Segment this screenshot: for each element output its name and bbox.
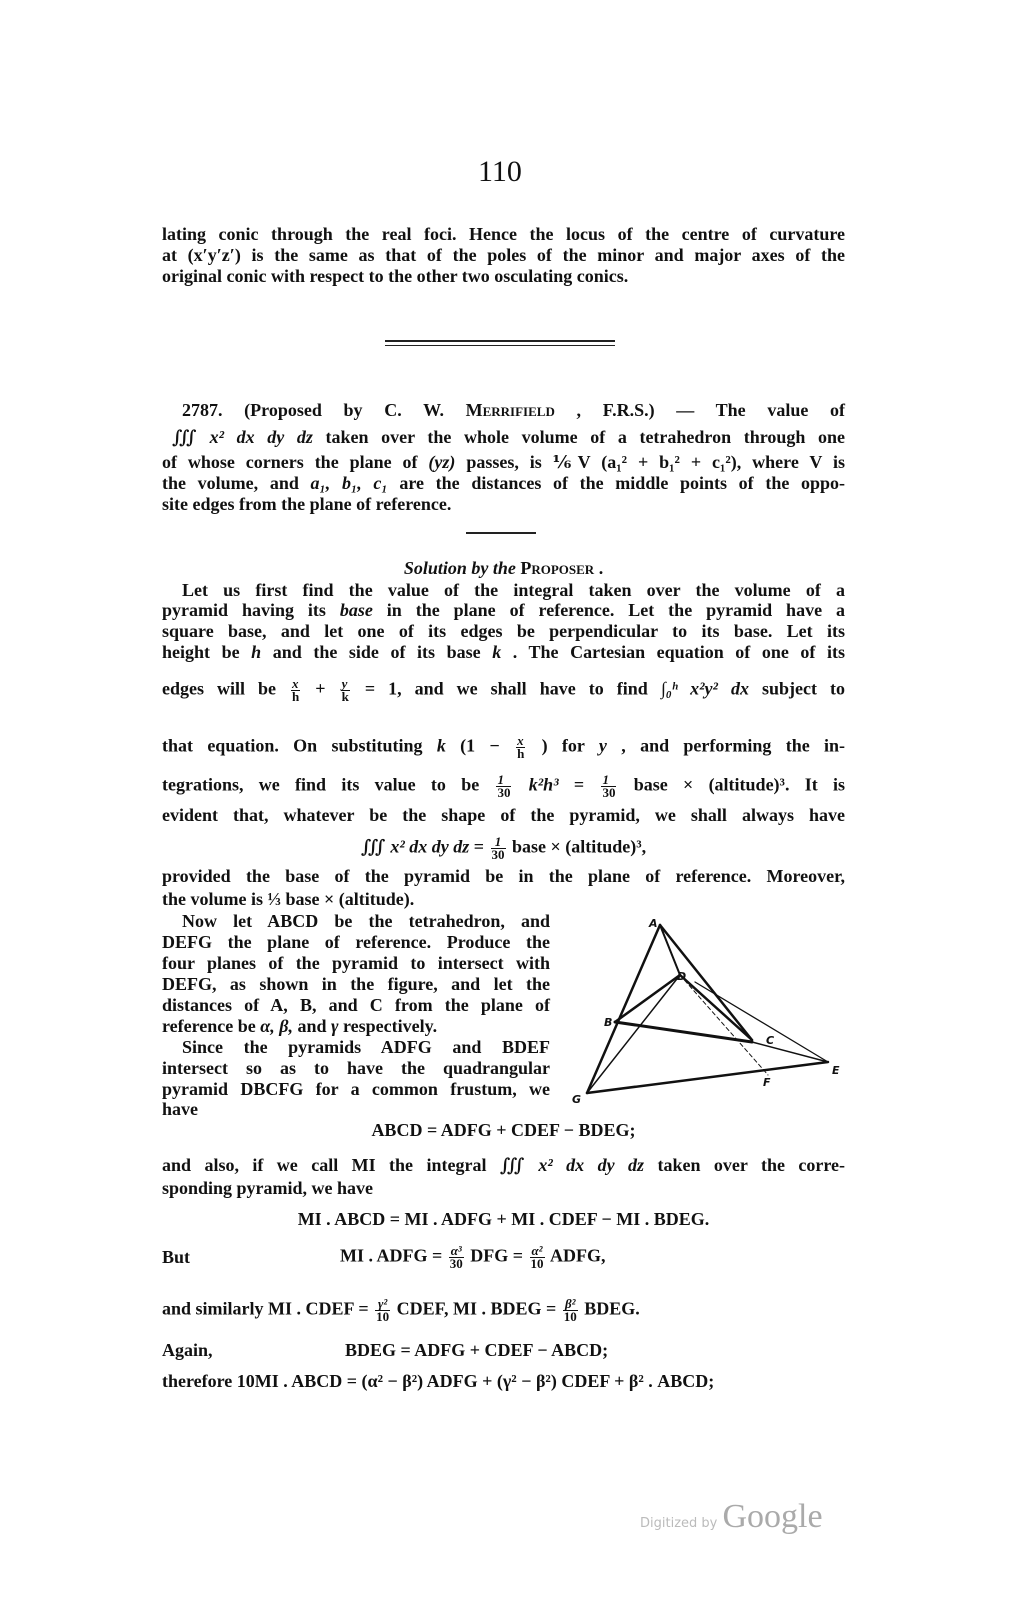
text-run: + bbox=[315, 678, 326, 699]
text-run: (1 − bbox=[460, 735, 515, 756]
text-run: BDEG = ADFG + CDEF − ABCD; bbox=[345, 1340, 609, 1360]
figure-label-C: C bbox=[766, 1034, 775, 1047]
italic-math: h bbox=[251, 642, 262, 662]
text-run: in the plane of reference. Let the pyramid have a bbox=[386, 600, 845, 620]
text-run: . The Cartesian equation of one of its bbox=[512, 642, 845, 662]
text-run: the volume, and bbox=[162, 473, 311, 493]
figure-label-A: A bbox=[649, 917, 658, 930]
text-run: evident that, whatever be the shape of the pyramid, we shall always have bbox=[162, 805, 845, 825]
edge-AG bbox=[587, 925, 660, 1093]
text-run: height be bbox=[162, 642, 252, 662]
italic-math: k²h³ bbox=[528, 774, 559, 795]
edge-DF bbox=[680, 975, 768, 1075]
fraction-denominator: 10 bbox=[530, 1256, 544, 1271]
text-run: and bbox=[297, 1016, 331, 1036]
text-run: distances of A, B, and C from the plane of bbox=[162, 995, 550, 1015]
fraction-numerator: β² bbox=[563, 1298, 578, 1311]
text-run: provided the base of the pyramid be in the plane of reference. Moreover, bbox=[162, 866, 845, 886]
text-run: = bbox=[473, 836, 489, 857]
text-run: lating conic through the real foci. Hence the locus of the centre of curvature bbox=[162, 224, 845, 244]
figure-label-D: D bbox=[677, 970, 687, 983]
edge-GE bbox=[587, 1062, 828, 1093]
small-caps-name: Proposer bbox=[520, 558, 595, 578]
italic-math: k bbox=[492, 642, 502, 662]
text-run: have bbox=[162, 1099, 198, 1119]
text-run: taken over the corre- bbox=[657, 1155, 846, 1175]
text-run: , and performing the in- bbox=[621, 735, 846, 756]
text-run: tegrations, we find its value to be bbox=[162, 774, 495, 795]
fraction-numerator: 1 bbox=[601, 774, 616, 787]
text-run: intersect so as to have the quadrangular bbox=[162, 1058, 550, 1078]
text-run: base × (altitude)³. It is bbox=[633, 774, 846, 795]
text-run: the volume is ⅓ base × (altitude). bbox=[162, 889, 415, 909]
text-run: = 1, and we shall have to find bbox=[364, 678, 661, 699]
figure-label-B: B bbox=[604, 1016, 613, 1029]
fraction-numerator: 1 bbox=[491, 836, 506, 849]
text-run: square base, and let one of its edges be perpendicular to its base. Let its bbox=[162, 621, 845, 641]
fraction-numerator: 1 bbox=[496, 774, 511, 787]
text-run: pyramid having its bbox=[162, 600, 340, 620]
edge-DE bbox=[695, 982, 828, 1062]
text-run: respectively. bbox=[343, 1016, 438, 1036]
italic-math: Solution by the bbox=[403, 558, 521, 578]
text-run: site edges from the plane of reference. bbox=[162, 494, 452, 514]
text-run: . bbox=[598, 558, 604, 578]
fraction-denominator: h bbox=[292, 689, 300, 704]
edge-BD bbox=[615, 975, 680, 1022]
text-run: base × (altitude)³, bbox=[512, 836, 647, 857]
italic-math: base bbox=[339, 600, 373, 620]
text-run: of whose corners the plane of bbox=[162, 452, 429, 472]
fraction-numerator: y bbox=[341, 678, 350, 691]
text-run: Since the pyramids ADFG and BDEF bbox=[182, 1037, 550, 1057]
text-run: ADFG, bbox=[550, 1245, 606, 1266]
italic-math: (yz) bbox=[428, 452, 456, 472]
text-run: ) for bbox=[541, 735, 599, 756]
fraction-numerator: α³ bbox=[450, 1243, 462, 1258]
edge-DC bbox=[680, 975, 752, 1040]
fraction-numerator: α² bbox=[531, 1243, 543, 1258]
edge-AD bbox=[660, 925, 680, 975]
fraction-numerator: x bbox=[292, 676, 299, 691]
small-caps-name: Merrifield bbox=[465, 400, 555, 420]
text-run: DEFG, as shown in the figure, and let the bbox=[162, 974, 550, 994]
text-run: But bbox=[162, 1247, 191, 1267]
text-run: four planes of the pyramid to intersect with bbox=[162, 953, 550, 973]
italic-math: ∭ x² dx dy dz bbox=[360, 836, 470, 857]
fraction-numerator: x bbox=[517, 733, 524, 748]
text-run: ABCD = ADFG + CDEF − BDEG; bbox=[371, 1120, 636, 1140]
italic-math: y bbox=[598, 735, 607, 756]
fraction-denominator: 30 bbox=[602, 785, 616, 800]
text-run: DEFG the plane of reference. Produce the bbox=[162, 932, 550, 952]
italic-math: γ bbox=[331, 1016, 339, 1036]
italic-math: α, β, bbox=[260, 1016, 293, 1036]
text-run: , F.R.S.) — The value of bbox=[576, 400, 845, 420]
text-run: CDEF, MI . BDEG = bbox=[396, 1298, 561, 1319]
text-run: passes, is ⅙V (a₁² + b₁² + c₁²), where V is bbox=[466, 452, 845, 472]
digitized-watermark bbox=[640, 1498, 823, 1536]
page-number: 110 bbox=[478, 155, 522, 188]
fraction-denominator: k bbox=[341, 689, 349, 704]
watermark-prefix: Digitized by bbox=[640, 1516, 718, 1531]
text-run: 2787. (Proposed by C. W. bbox=[182, 400, 466, 420]
text-run: Let us first find the value of the integral taken over the volume of a bbox=[182, 580, 845, 600]
text-run: taken over the whole volume of a tetrahedron through one bbox=[325, 427, 846, 447]
italic-math: ∫₀ʰ x²y² dx bbox=[660, 678, 749, 699]
text-run: pyramid DBCFG for a common frustum, we bbox=[162, 1079, 550, 1099]
figure-label-G: G bbox=[572, 1093, 582, 1106]
fraction-denominator: 30 bbox=[491, 847, 505, 862]
text-run: DFG = bbox=[470, 1245, 528, 1266]
text-run: and the side of its base bbox=[272, 642, 493, 662]
edge-GD bbox=[587, 975, 680, 1093]
figure-label-F: F bbox=[763, 1076, 771, 1089]
watermark-logo: Google bbox=[722, 1498, 823, 1535]
text-run: BDEG. bbox=[584, 1298, 640, 1319]
fraction-denominator: 10 bbox=[376, 1309, 390, 1324]
text-run: Now let ABCD be the tetrahedron, and bbox=[182, 911, 550, 931]
text-run: = bbox=[573, 774, 600, 795]
fraction-denominator: 30 bbox=[449, 1256, 463, 1271]
italic-math: ∭ x² dx dy dz bbox=[172, 427, 313, 447]
text-run: and similarly MI . CDEF = bbox=[162, 1298, 374, 1319]
fraction-numerator: γ² bbox=[375, 1298, 390, 1311]
text-run: are the distances of the middle points of the oppo- bbox=[399, 473, 845, 493]
italic-math: ∭ x² dx dy dz bbox=[499, 1155, 645, 1175]
text-run: original conic with respect to the other two osculating conics. bbox=[162, 266, 629, 286]
text-run: and also, if we call MI the integral bbox=[162, 1155, 500, 1175]
text-run: at (x′y′z′) is the same as that of the poles of the minor and major axes of the bbox=[162, 245, 845, 265]
text-run: therefore 10MI . ABCD = (α² − β²) ADFG + (γ² − β²) CDEF + β² . ABCD; bbox=[162, 1371, 715, 1391]
text-run: subject to bbox=[761, 678, 845, 699]
text-run: MI . ADFG = bbox=[340, 1245, 447, 1266]
fraction-denominator: 10 bbox=[563, 1309, 577, 1324]
edge-CE bbox=[752, 1042, 828, 1062]
text-run: MI . ABCD = MI . ADFG + MI . CDEF − MI . BDEG. bbox=[297, 1209, 710, 1229]
fraction-denominator: 30 bbox=[497, 785, 511, 800]
figure-label-E: E bbox=[832, 1064, 840, 1077]
text-run: Again, bbox=[162, 1340, 213, 1360]
text-run: that equation. On substituting bbox=[162, 735, 437, 756]
text-run: sponding pyramid, we have bbox=[162, 1178, 374, 1198]
italic-math: a₁, b₁, c₁ bbox=[310, 473, 388, 493]
text-run: reference be bbox=[162, 1016, 261, 1036]
text-run: edges will be bbox=[162, 678, 290, 699]
italic-math: k bbox=[436, 735, 446, 756]
fraction-denominator: h bbox=[517, 746, 525, 761]
